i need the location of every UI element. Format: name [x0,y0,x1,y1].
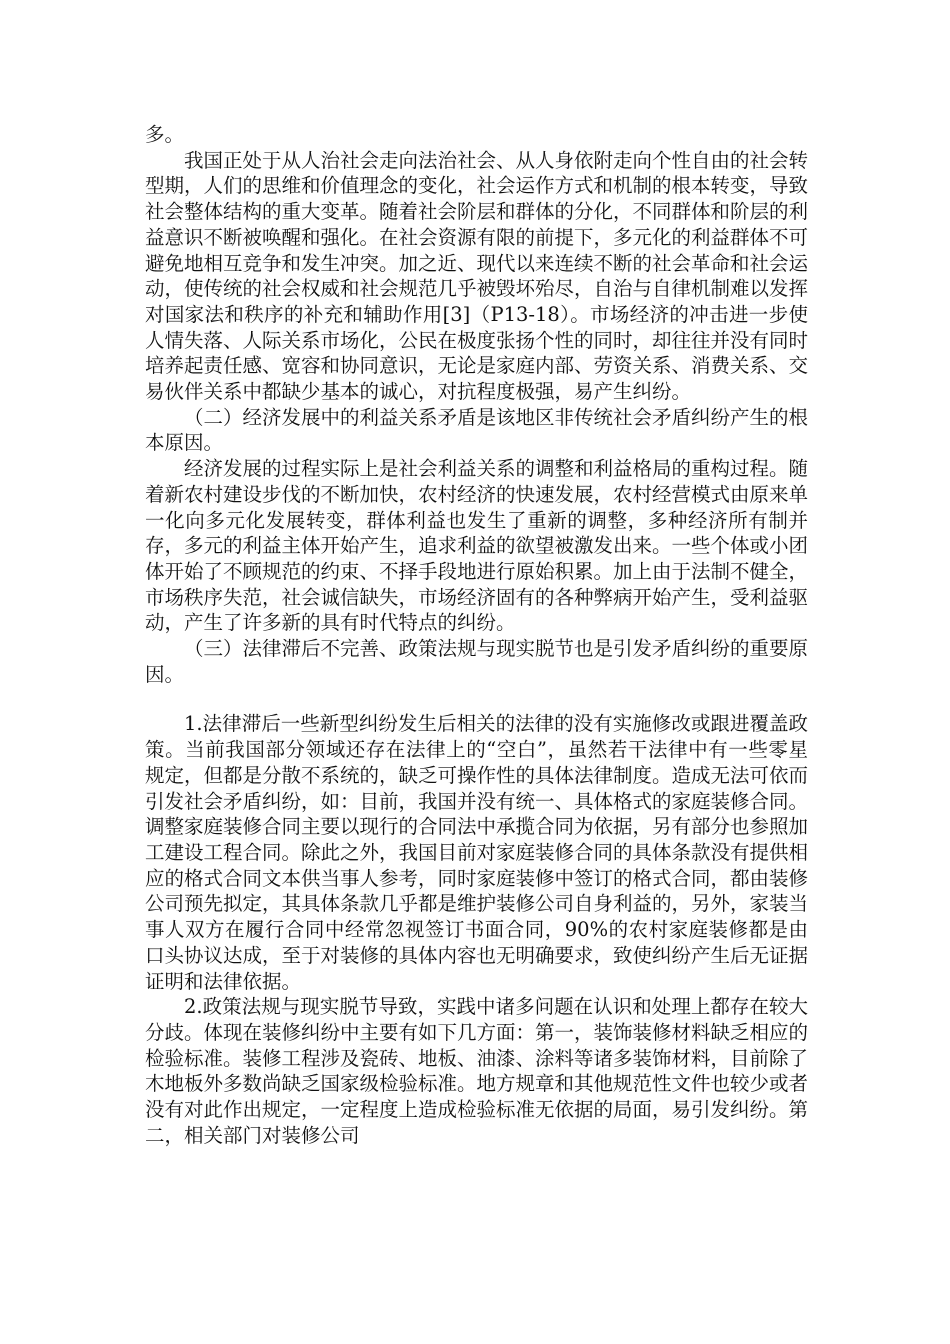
section-heading-legal-lag: （三）法律滞后不完善、政策法规与现实脱节也是引发矛盾纠纷的重要原因。 [145,637,809,686]
paragraph-spacer [145,687,808,711]
document-page [145,122,808,1148]
paragraph-social-transition: 我国正处于从人治社会走向法治社会、从人身依附走向个性自由的社会转型期，人们的思维和价值理念的变化，社会运作方式和机制的根本转变，导致社会整体结构的重大变革。随着社会阶层和群体的分化，不同群体和阶层的利益意识不断被唤醒和强化。在社会资源有限的前提下，多元化的利益群体不可避免地相互竞争和发生冲突。加之近、现代以来连续不断的社会革命和社会运动，使传统的社会权威和社会规范几乎被毁坏殆尽，自治与自律机制难以发挥对国家法和秩序的补充和辅助作用[3]（P13-18）。市场经济的冲击进一步使人情失落、人际关系市场化，公民在极度张扬个性的同时，却往往并没有同时培养起责任感、宽容和协同意识，无论是家庭内部、劳资关系、消费关系、交易伙伴关系中都缺少基本的诚心，对抗程度极强，易产生纠纷。 [145,148,809,404]
paragraph-legal-lag-point-1: 1.法律滞后一些新型纠纷发生后相关的法律的没有实施修改或跟进覆盖政策。当前我国部分领域还存在法律上的“空白”，虽然若干法律中有一些零星规定，但都是分散不系统的，缺乏可操作性的具体法律制度。造成无法可依而引发社会矛盾纠纷，如：目前，我国并没有统一、具体格式的家庭装修合同。调整家庭装修合同主要以现行的合同法中承揽合同为依据，另有部分也参照加工建设工程合同。除此之外，我国目前对家庭装修合同的具体条款没有提供相应的格式合同文本供当事人参考，同时家庭装修中签订的格式合同，都由装修公司预先拟定，其具体条款几乎都是维护装修公司自身利益的，另外，家装当事人双方在履行合同中经常忽视签订书面合同，90%的农村家庭装修都是由口头协议达成，至于对装修的具体内容也无明确要求，致使纠纷产生后无证据证明和法律依据。 [145,712,809,993]
paragraph-policy-disconnect-point-2: 2.政策法规与现实脱节导致，实践中诸多问题在认识和处理上都存在较大分歧。体现在装修纠纷中主要有如下几方面：第一，装饰装修材料缺乏相应的检验标准。装修工程涉及瓷砖、地板、油漆、涂料等诸多装饰材料，目前除了木地板外多数尚缺乏国家级检验标准。地方规章和其他规范性文件也较少或者没有对此作出规定，一定程度上造成检验标准无依据的局面，易引发纠纷。第二，相关部门对装修公司 [145,995,809,1147]
paragraph-economic-development: 经济发展的过程实际上是社会利益关系的调整和利益格局的重构过程。随着新农村建设步伐的不断加快，农村经济的快速发展，农村经营模式由原来单一化向多元化发展转变，群体利益也发生了重新的调整，多种经济所有制并存，多元的利益主体开始产生，追求利益的欲望被激发出来。一些个体或小团体开始了不顾规范的约束、不择手段地进行原始积累。加上由于法制不健全，市场秩序失范，社会诚信缺失，市场经济固有的各种弊病开始产生，受利益驱动，产生了许多新的具有时代特点的纠纷。 [145,457,809,635]
paragraph-continuation: 多。 [145,123,185,146]
section-heading-economic-interests: （二）经济发展中的利益关系矛盾是该地区非传统社会矛盾纠纷产生的根本原因。 [145,405,809,455]
